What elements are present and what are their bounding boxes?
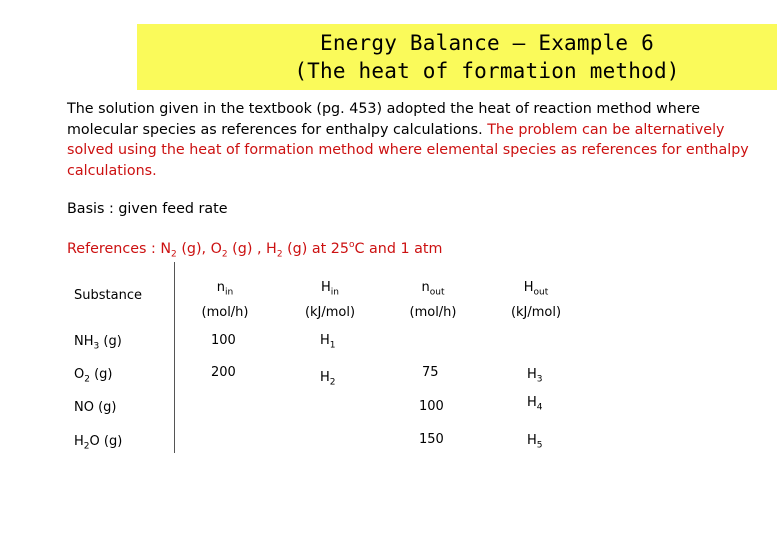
row-substance-nh3: $NH_3$ (g) [74, 334, 122, 352]
row-hin-nh3: $H_1$ [320, 333, 336, 351]
row-substance-h2o: $H_2O$ (g) [74, 434, 123, 452]
row-substance-no: NO (g) [74, 400, 117, 415]
title-line-1: Energy Balance – Example 6 [320, 31, 654, 55]
references-line: References : $N_2$ (g), $O_2$ (g) , $H_2$ (g) at 25$^o$C and 1 atm [67, 240, 443, 260]
header-n-in: $n_{in}$ (mol/h) [201, 280, 249, 320]
row-substance-o2: $O_2$ (g) [74, 367, 113, 385]
row-hin-o2: $H_2$ [320, 370, 336, 388]
header-h-out: $H_{out}$ (kJ/mol) [510, 280, 562, 320]
intro-paragraph [67, 99, 757, 181]
row-nout-h2o: 150 [419, 432, 444, 447]
header-h-in: $H_{in}$ (kJ/mol) [304, 280, 356, 320]
row-nout-no: 100 [419, 399, 444, 414]
row-hout-o2: $H_3$ [527, 367, 543, 385]
row-nin-o2: 200 [211, 365, 236, 380]
paragraph-highlight: The problem can be alternatively solved using the heat of formation method where elemental species as references for enthalpy calculations. [67, 121, 749, 179]
title-line-2: (The heat of formation method) [294, 59, 680, 83]
header-n-out: $n_{out}$ (mol/h) [409, 280, 457, 320]
header-substance: Substance [74, 288, 142, 303]
row-hout-no: $H_4$ [527, 395, 543, 413]
row-nin-nh3: 100 [211, 333, 236, 348]
paragraph-text: The solution given in the textbook (pg. 453) adopted the heat of reaction method where molecular species as references for enthalpy calculations. [67, 101, 700, 138]
title-banner [137, 24, 777, 90]
row-hout-h2o: $H_5$ [527, 433, 543, 451]
table-divider [174, 262, 175, 453]
row-nout-o2: 75 [422, 365, 439, 380]
basis-line: Basis : given feed rate [67, 201, 228, 217]
